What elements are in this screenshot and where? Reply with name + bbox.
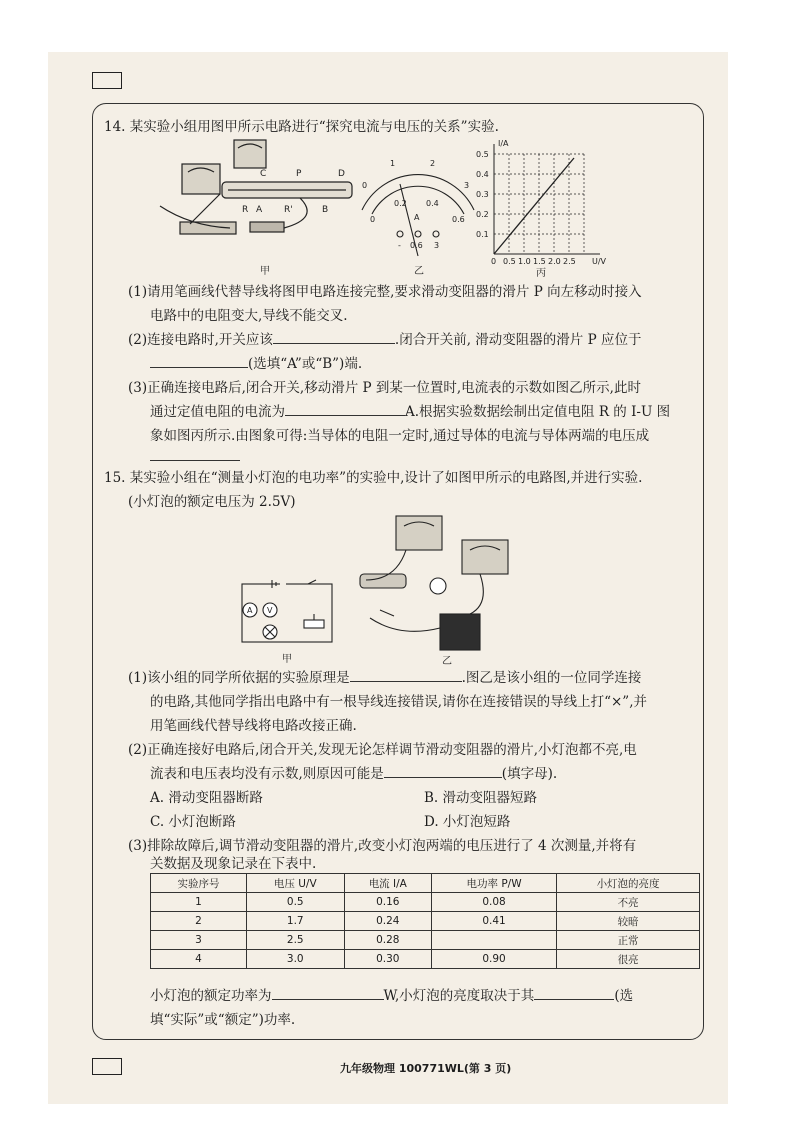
q15-fig-label-yi: 乙 [442,656,452,667]
q14-stem: 14. 某实验小组用图甲所示电路进行“探究电流与电压的关系”实验. [104,119,499,135]
q15-option-d: D. 小灯泡短路 [424,814,511,830]
ammeter-terminal-1: 0.6 [410,241,423,250]
graph-xtick-5: 2.5 [563,257,576,266]
ammeter-terminal-0: - [398,241,401,250]
q14-sub1-line1: (1)请用笔画线代替导线将图甲电路连接完整,要求滑动变阻器的滑片 P 向左移动时接入 [128,284,642,300]
table-cell: 正常 [557,931,700,950]
table-row [151,950,700,969]
q14-iu-graph [494,144,600,254]
page-footer: 九年级物理 100771WL(第 3 页) [340,1062,512,1075]
q15-fig-label-jia: 甲 [282,654,292,665]
q15-sub2-line2 [150,762,557,787]
q14-blank-switch-state[interactable] [273,329,395,344]
graph-xtick-1: 0.5 [503,257,516,266]
q15-circuit-diagram [242,580,332,642]
table-row [151,931,700,950]
ammeter-tick-outer-0: 0 [362,181,368,190]
graph-ylabel: I/A [498,139,509,148]
graph-ytick-3: 0.2 [476,210,489,219]
graph-ytick-4: 0.1 [476,230,489,239]
q15-sub1-line3: 用笔画线代替导线将电路改接正确. [150,718,357,734]
q14-sub3-line2 [150,400,670,425]
q15-sub3-line1: (3)排除故障后,调节滑动变阻器的滑片,改变小灯泡两端的电压进行了 4 次测量,并将有 [128,838,637,854]
q15-blank-fault[interactable] [384,763,502,778]
q14-sub2-line2-text: (选填“A”或“B”)端. [248,356,363,372]
q15-sub1-line2: 的电路,其他同学指出电路中有一根导线连接错误,请你在连接错误的导线上打“×”,并 [150,694,647,710]
table-cell: 2 [151,912,247,931]
ammeter-unit: A [414,213,420,222]
q15-sub1-post: .图乙是该小组的一位同学连接 [461,670,642,686]
q14-sub2-line1 [128,328,641,353]
q15-blank-rated-power[interactable] [272,985,384,1000]
graph-xtick-3: 1.5 [533,257,546,266]
table-header-cell: 电流 I/A [344,874,431,893]
ammeter-tick-inner-1: 0.4 [426,199,439,208]
table-cell: 不亮 [557,893,700,912]
q15-data-table [150,873,700,969]
q15-option-a: A. 滑动变阻器断路 [150,790,263,806]
q14-sub3-line1: (3)正确连接电路后,闭合开关,移动滑片 P 到某一位置时,电流表的示数如图乙所示,此时 [128,380,641,396]
q15-voltmeter-letter: V [267,606,273,615]
q15-sub1-pre: (1)该小组的同学所依据的实验原理是 [128,670,350,686]
q14-figures [100,136,700,281]
circuit-letter-p: P [296,169,302,179]
table-cell: 0.90 [431,950,556,969]
table-cell: 0.5 [246,893,344,912]
table-cell: 1 [151,893,247,912]
q15-figures [220,510,520,670]
table-cell: 0.16 [344,893,431,912]
q14-sub1-line2: 电路中的电阻变大,导线不能交叉. [150,308,348,324]
circuit-letter-d: D [338,169,345,179]
corner-box-top [92,72,122,89]
ammeter-end-1: 0.6 [452,215,465,224]
q14-circuit-apparatus [160,140,352,234]
table-header-cell: 电压 U/V [246,874,344,893]
table-cell: 0.30 [344,950,431,969]
q15-sub3-line2: 关数据及现象记录在下表中. [150,856,317,872]
table-cell: 4 [151,950,247,969]
table-cell: 很亮 [557,950,700,969]
table-cell: 0.08 [431,893,556,912]
q14-fig-label-jia: 甲 [260,266,270,277]
q15-option-b: B. 滑动变阻器短路 [424,790,538,806]
q14-fig-label-yi: 乙 [414,266,424,277]
q14-blank-slider-end[interactable] [150,353,248,368]
q14-sub3-pre: 通过定值电阻的电流为 [150,404,285,420]
table-header-row [151,874,700,893]
q14-sub2-line2 [150,352,362,377]
q15-tail-post: (选 [614,988,634,1004]
table-cell: 3 [151,931,247,950]
q15-blank-power-type[interactable] [534,985,614,1000]
graph-xtick-0: 0 [491,257,497,266]
q14-sub2-pre: (2)连接电路时,开关应该 [128,332,273,348]
q15-blank-principle[interactable] [350,667,462,682]
q14-fig-label-bing: 丙 [536,268,546,279]
graph-ytick-2: 0.3 [476,190,489,199]
q14-graph-labels [476,139,607,266]
graph-xtick-4: 2.0 [548,257,561,266]
ammeter-end-0: 0 [370,215,376,224]
q14-blank-relationship[interactable] [150,446,240,461]
table-header-cell: 电功率 P/W [431,874,556,893]
q15-stem-line2: (小灯泡的额定电压为 2.5V) [128,494,296,510]
table-cell: 1.7 [246,912,344,931]
table-cell: 3.0 [246,950,344,969]
q15-tail-mid: W,小灯泡的亮度取决于其 [383,988,535,1004]
table-cell: 0.28 [344,931,431,950]
ammeter-tick-outer-1: 1 [390,159,396,168]
q15-sub2-line1: (2)正确连接好电路后,闭合开关,发现无论怎样调节滑动变阻器的滑片,小灯泡都不亮,电 [128,742,637,758]
q15-sub2-post: (填字母). [501,766,558,782]
graph-xtick-2: 1.0 [518,257,531,266]
q15-stem-line1: 15. 某实验小组在“测量小灯泡的电功率”的实验中,设计了如图甲所示的电路图,并进行实验. [104,470,643,486]
table-cell-blank[interactable] [431,931,556,950]
graph-xlabel: U/V [592,257,607,266]
table-cell: 2.5 [246,931,344,950]
circuit-letter-b: B [322,205,329,215]
q14-sub3-post: A.根据实验数据绘制出定值电阻 R 的 I-U 图 [405,404,671,420]
table-row [151,893,700,912]
ammeter-tick-inner-0: 0.2 [394,199,407,208]
graph-ytick-1: 0.4 [476,170,489,179]
circuit-letter-r: R [242,205,249,215]
q14-blank-current[interactable] [285,401,405,416]
table-header-cell: 实验序号 [151,874,247,893]
ammeter-tick-outer-3: 3 [464,181,470,190]
q15-tail-pre: 小灯泡的额定功率为 [150,988,272,1004]
graph-ytick-0: 0.5 [476,150,489,159]
circuit-letter-c: C [260,169,267,179]
ammeter-terminal-2: 3 [434,241,440,250]
q15-tail-line2: 填“实际”或“额定”)功率. [150,1012,296,1028]
ammeter-tick-outer-2: 2 [430,159,436,168]
q15-apparatus [360,516,508,650]
table-cell: 0.24 [344,912,431,931]
table-header-cell: 小灯泡的亮度 [557,874,700,893]
table-cell: 0.41 [431,912,556,931]
q15-tail-line1 [150,984,633,1009]
q15-sub2-pre: 流表和电压表均没有示数,则原因可能是 [150,766,384,782]
q14-sub3-line3-text: 象如图丙所示.由图象可得:当导体的电阻一定时,通过导体的电流与导体两端的电压成 [150,428,650,444]
table-cell: 较暗 [557,912,700,931]
table-row [151,912,700,931]
circuit-letter-a: A [256,205,263,215]
q15-option-c: C. 小灯泡断路 [150,814,236,830]
q14-sub2-post: .闭合开关前, 滑动变阻器的滑片 P 应位于 [394,332,642,348]
corner-box-bottom [92,1058,122,1075]
circuit-letter-r-prime: R' [284,205,293,215]
q15-ammeter-letter: A [247,606,253,615]
q15-sub1-line1 [128,666,641,691]
